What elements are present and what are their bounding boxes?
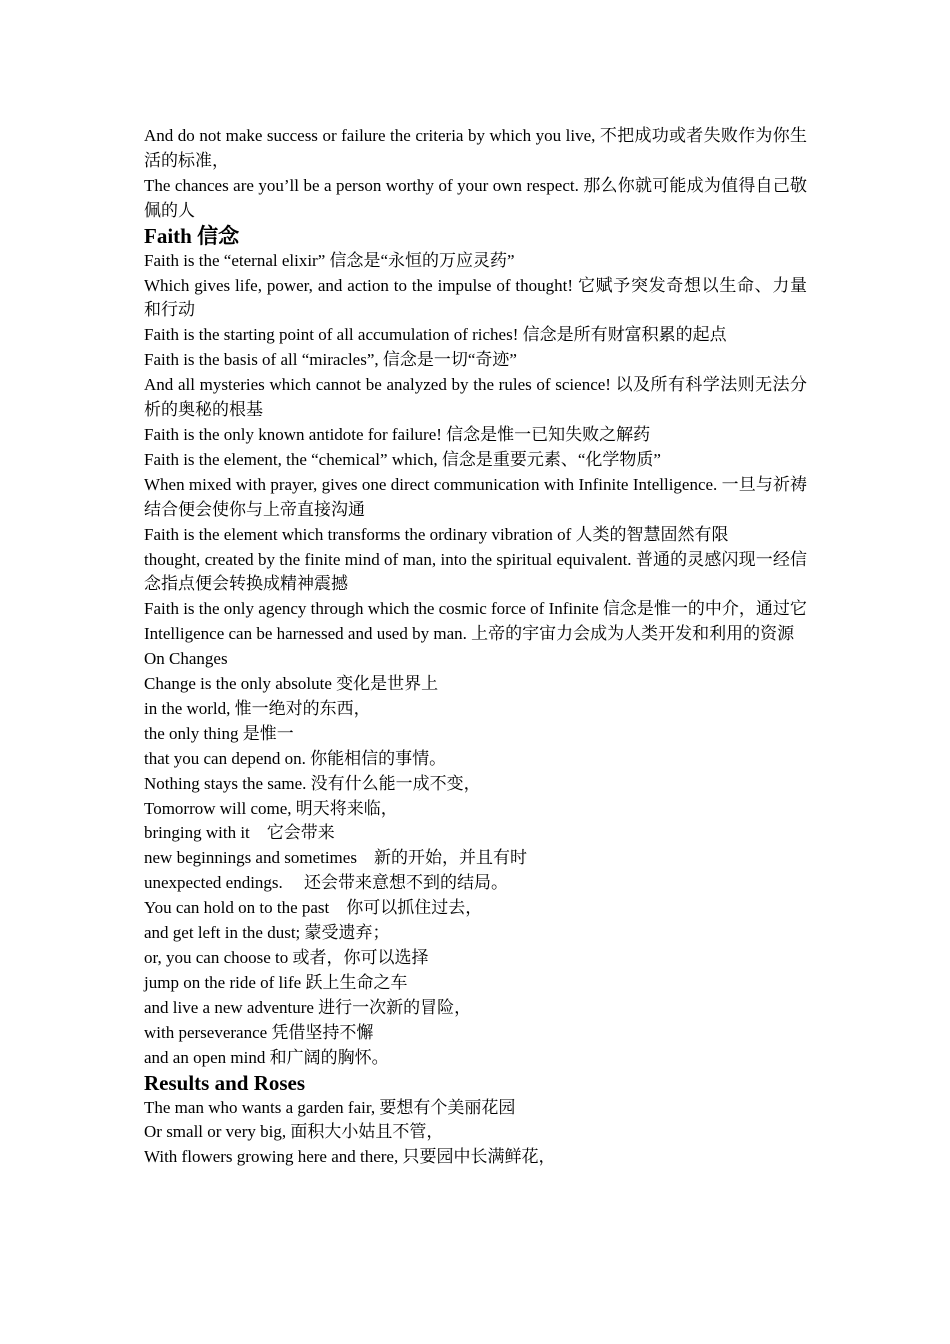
text-line: The man who wants a garden fair, 要想有个美丽花园: [144, 1097, 516, 1117]
text-line: Faith is the basis of all “miracles”, 信念是一切“奇迹”: [144, 350, 517, 370]
text-line: With flowers growing here and there, 只要园中长满鲜花，: [144, 1147, 556, 1167]
text-line: the only thing 是惟一: [144, 723, 294, 743]
text-line: Or small or very big, 面积大小姑且不管，: [144, 1122, 444, 1142]
text-line: And all mysteries which cannot be analyzed by the rules of science! 以及所有科学法则无法分析的奥秘的根基: [144, 375, 807, 420]
text-line: You can hold on to the past 你可以抓住过去，: [144, 898, 483, 918]
text-line: new beginnings and sometimes 新的开始，并且有时: [144, 848, 527, 868]
section-heading-results-and-roses: Results and Roses: [144, 1070, 306, 1095]
text-line: The chances are you’ll be a person worthy of your own respect. 那么你就可能成为值得自己敬佩的人: [144, 175, 807, 220]
text-line: And do not make success or failure the criteria by which you live, 不把成功或者失败作为你生活的标准，: [144, 126, 807, 170]
text-line: Faith is the only agency through which the cosmic force of Infinite 信念是惟一的中介，通过它: [144, 599, 807, 619]
text-line: that you can depend on. 你能相信的事情。: [144, 748, 447, 768]
faith-section: [144, 249, 807, 1071]
text-line: unexpected endings. 还会带来意想不到的结局。: [144, 873, 509, 893]
text-line: and an open mind 和广阔的胸怀。: [144, 1047, 389, 1067]
text-line: Faith is the element, the “chemical” which, 信念是重要元素、“化学物质”: [144, 449, 661, 469]
subheading-on-changes: On Changes: [144, 649, 228, 669]
text-line: Intelligence can be harnessed and used by man. 上帝的宇宙力会成为人类开发和利用的资源: [144, 624, 795, 644]
text-line: Change is the only absolute 变化是世界上: [144, 674, 439, 694]
text-line: jump on the ride of life 跃上生命之车: [144, 972, 408, 992]
text-line: Faith is the starting point of all accumulation of riches! 信念是所有财富积累的起点: [144, 325, 727, 345]
text-line: Nothing stays the same. 没有什么能一成不变，: [144, 773, 481, 793]
text-line: Faith is the “eternal elixir” 信念是“永恒的万应灵药”: [144, 250, 515, 270]
text-line: with perseverance 凭借坚持不懈: [144, 1022, 374, 1042]
text-line: in the world, 惟一绝对的东西，: [144, 698, 371, 718]
results-section: [144, 1096, 807, 1171]
text-line: and live a new adventure 进行一次新的冒险，: [144, 997, 472, 1017]
document-page: [144, 124, 807, 1170]
intro-block: [144, 124, 807, 224]
text-line: thought, created by the finite mind of man, into the spiritual equivalent. 普通的灵感闪现一经信念指点便会转换成精神震撼: [144, 549, 807, 594]
text-line: or, you can choose to 或者，你可以选择: [144, 948, 429, 967]
text-line: When mixed with prayer, gives one direct communication with Infinite Intelligence. 一旦与祈祷结合便会使你与上帝直接沟通: [144, 474, 807, 519]
text-line: Which gives life, power, and action to the impulse of thought! 它赋予突发奇想以生命、力量和行动: [144, 275, 807, 320]
text-line: and get left in the dust; 蒙受遗弃；: [144, 923, 390, 943]
text-line: bringing with it 它会带来: [144, 823, 335, 843]
text-line: Faith is the element which transforms the ordinary vibration of 人类的智慧固然有限: [144, 524, 729, 544]
text-line: Tomorrow will come, 明天将来临，: [144, 798, 398, 818]
text-line: Faith is the only known antidote for failure! 信念是惟一已知失败之解药: [144, 424, 651, 444]
section-heading-faith: Faith 信念: [144, 223, 240, 248]
